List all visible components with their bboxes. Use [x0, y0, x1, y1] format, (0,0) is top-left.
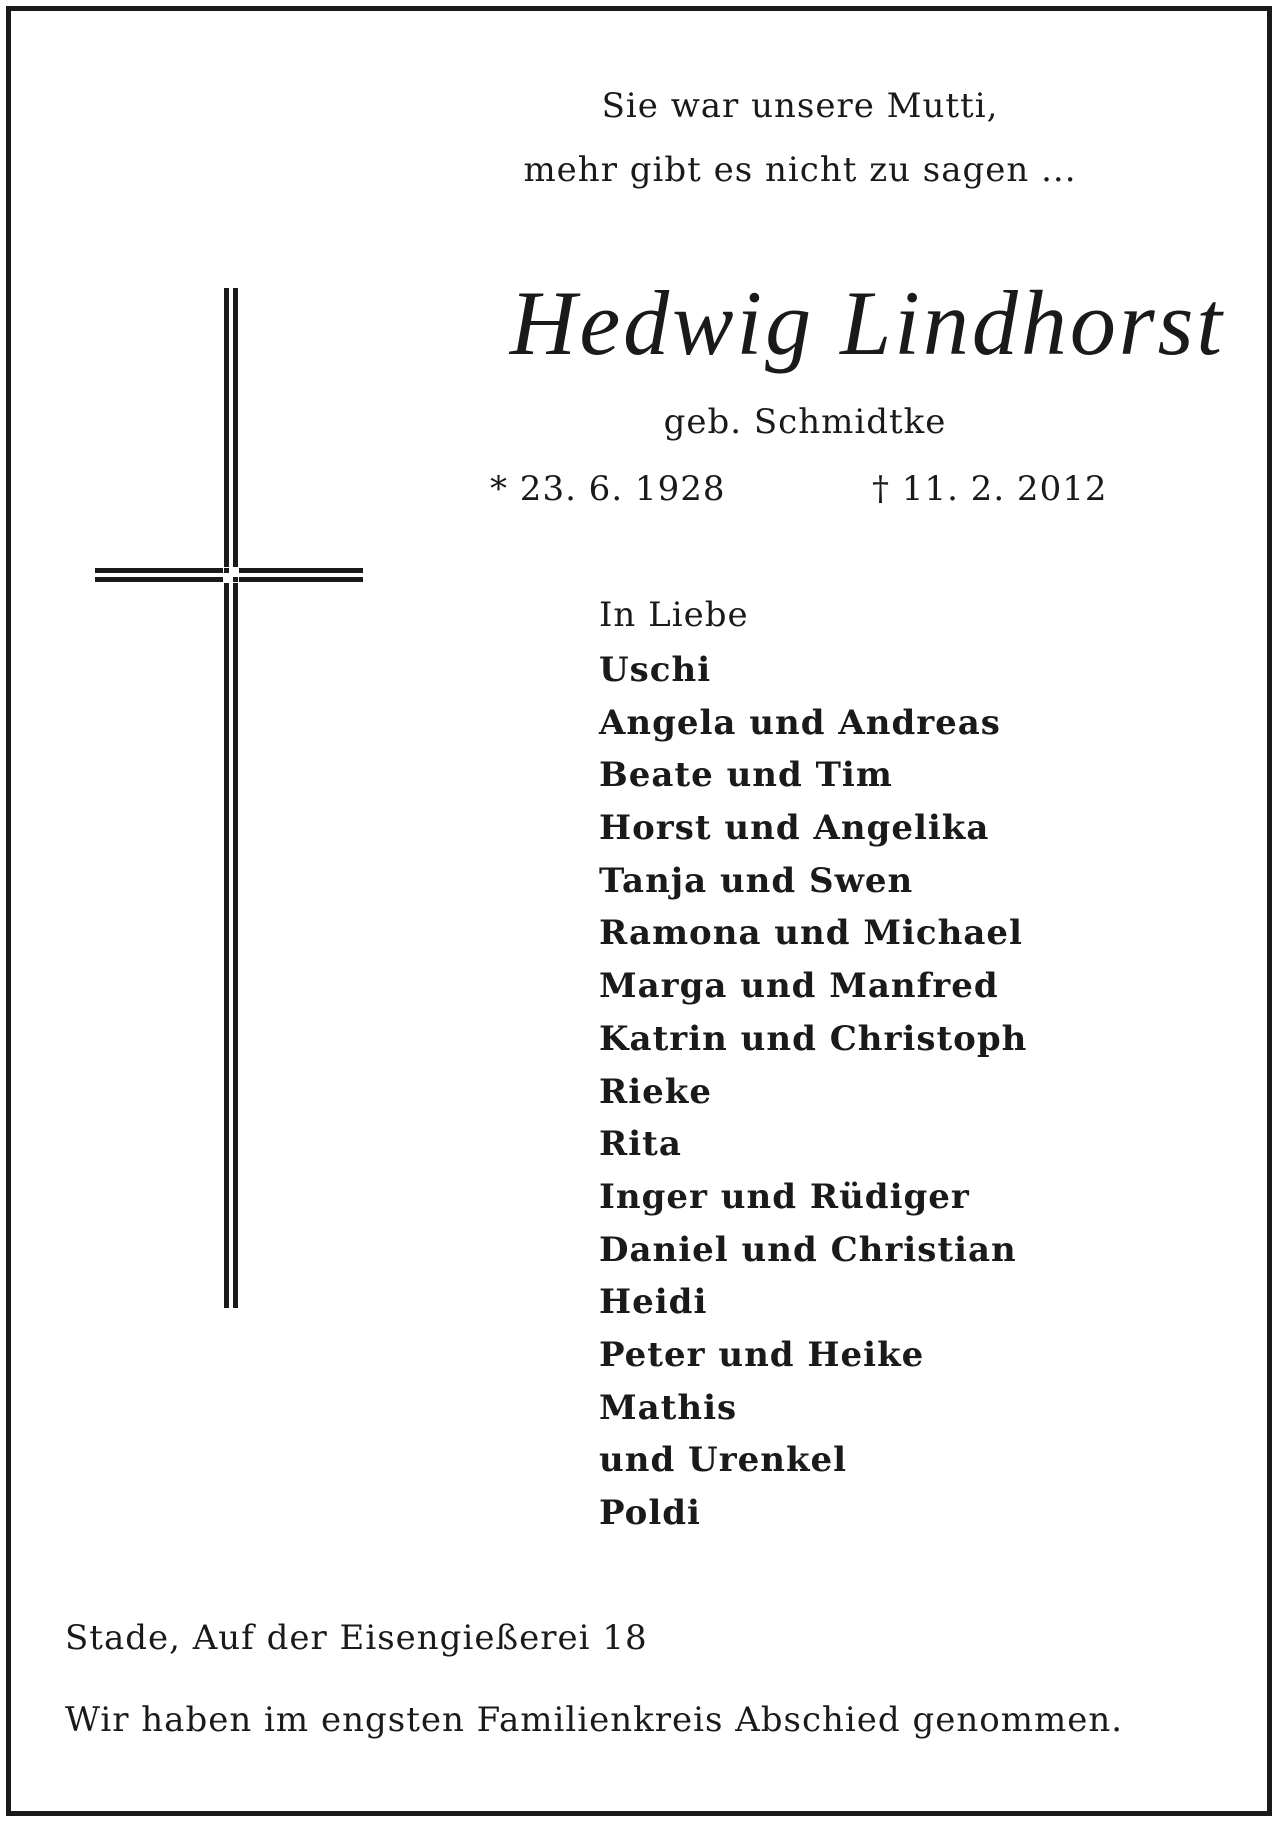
mourners-list	[599, 590, 1239, 1540]
mourner-name: Tanja und Swen	[599, 860, 914, 901]
mourner-name: Horst und Angelika	[599, 808, 990, 849]
mourner-name: Poldi	[599, 1493, 701, 1533]
mourner-name: Daniel und Christian	[599, 1229, 1017, 1270]
mourner-name: Rita	[599, 1124, 682, 1165]
mourner-names	[599, 644, 1239, 1540]
mourners-intro: In Liebe	[599, 595, 749, 635]
mourner-name: Heidi	[599, 1282, 708, 1323]
maiden-name: geb. Schmidtke	[663, 402, 947, 442]
birth-date: * 23. 6. 1928	[490, 469, 726, 509]
mourner-name: Peter und Heike	[599, 1334, 925, 1375]
mourner-name: und Urenkel	[599, 1440, 848, 1481]
motto-line-2: mehr gibt es nicht zu sagen ...	[523, 150, 1077, 190]
cross-icon	[95, 288, 365, 1308]
farewell-note: Wir haben im engsten Familienkreis Abschied genommen.	[65, 1700, 1124, 1740]
mourner-name: Katrin und Christoph	[599, 1018, 1028, 1059]
address: Stade, Auf der Eisengießerei 18	[65, 1618, 648, 1658]
mourner-name: Inger und Rüdiger	[599, 1176, 970, 1217]
mourner-name: Mathis	[599, 1387, 738, 1428]
mourner-name: Beate und Tim	[599, 755, 893, 796]
mourner-name: Uschi	[599, 650, 712, 690]
mourner-name: Marga und Manfred	[599, 966, 999, 1007]
deceased-name: Hedwig Lindhorst	[509, 272, 1225, 374]
death-date: † 11. 2. 2012	[872, 469, 1108, 509]
mourner-name: Ramona und Michael	[599, 913, 1023, 954]
motto	[380, 74, 1220, 202]
mourner-name: Rieke	[599, 1071, 712, 1112]
mourner-name: Angela und Andreas	[599, 702, 1001, 743]
motto-line-1: Sie war unsere Mutti,	[601, 86, 999, 126]
